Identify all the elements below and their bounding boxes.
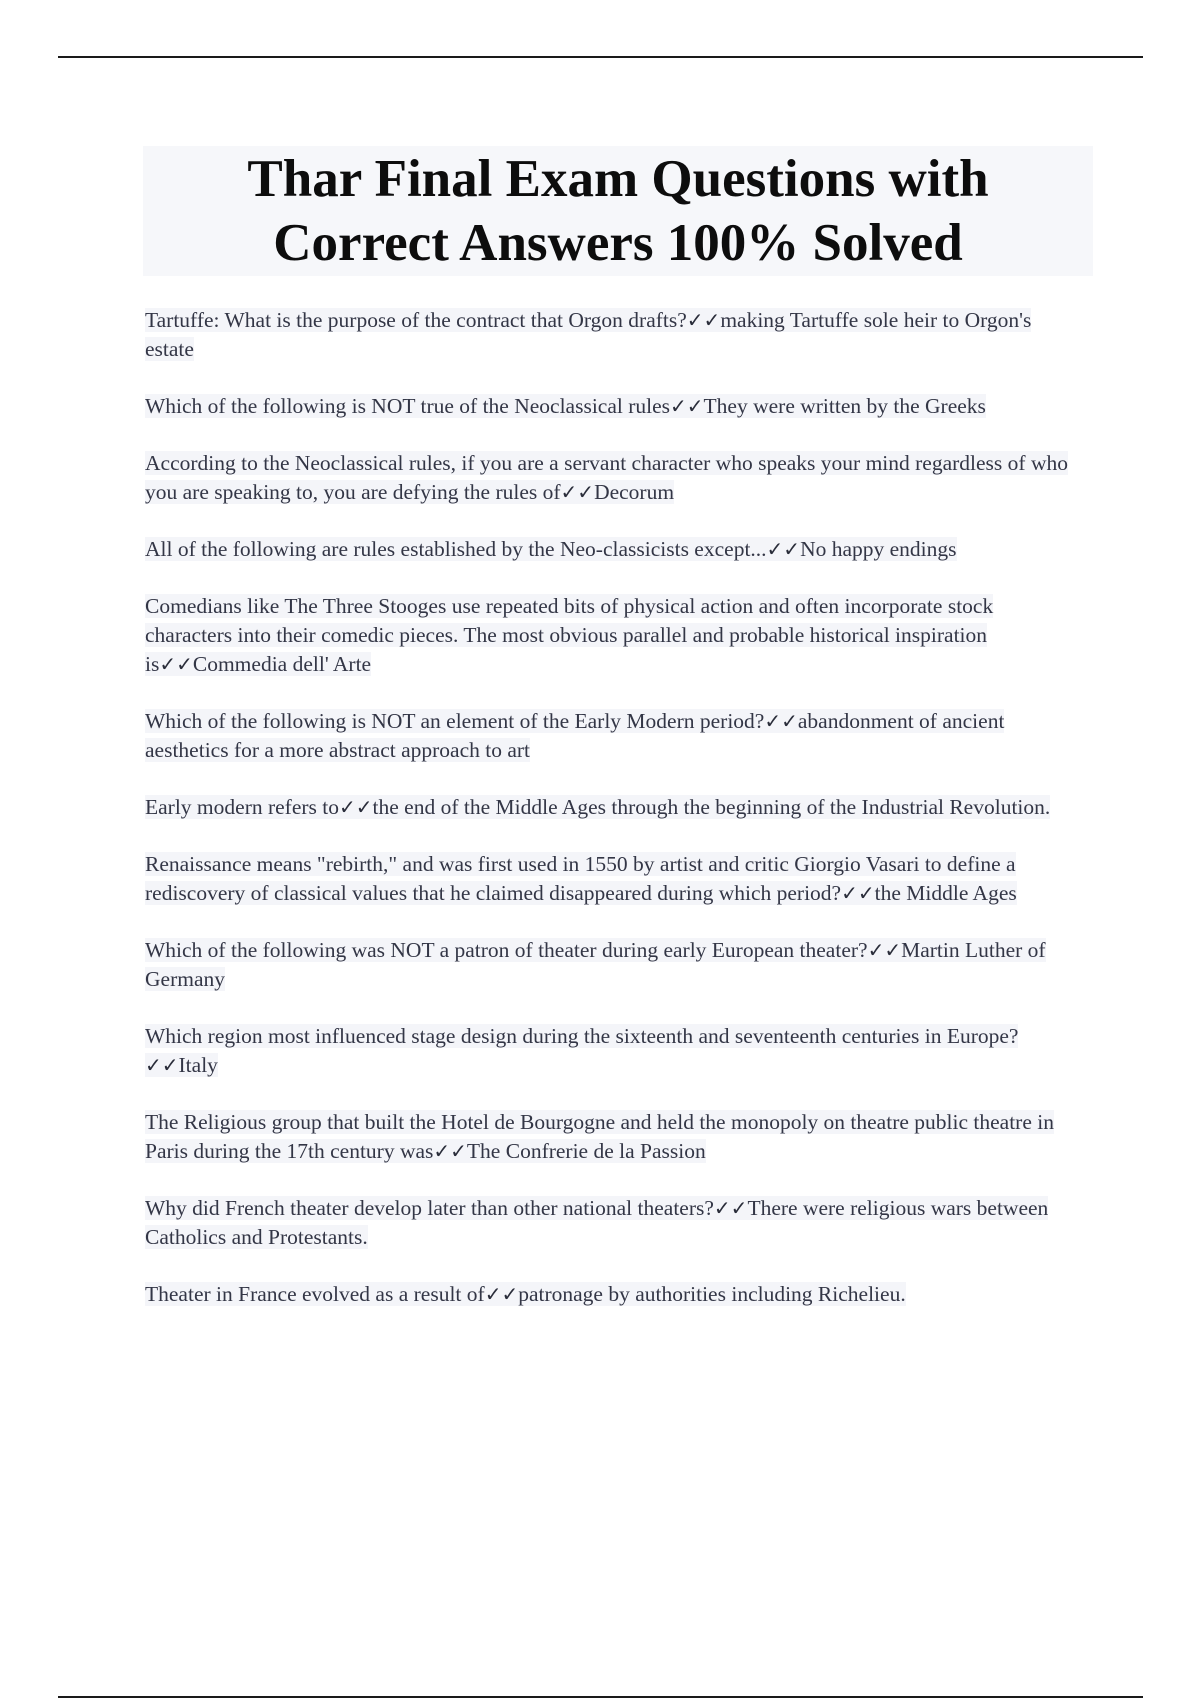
check-icon: ✓✓	[867, 938, 902, 962]
answer-text: patronage by authorities including Richelieu.	[518, 1282, 906, 1306]
qa-item	[145, 306, 1085, 364]
answer-text: The Confrerie de la Passion	[466, 1139, 706, 1163]
check-icon: ✓✓	[159, 652, 193, 676]
answer-text: No happy endings	[800, 537, 957, 561]
qa-list	[145, 306, 1085, 1337]
answer-text: There were religious wars between Catholics and Protestants.	[145, 1196, 1049, 1249]
check-icon: ✓✓	[560, 480, 595, 504]
title-banner	[143, 146, 1093, 276]
check-icon: ✓✓	[145, 1053, 179, 1077]
question-text: Which of the following is NOT true of the Neoclassical rules	[145, 394, 671, 418]
question-text: Which of the following is NOT an element of the Early Modern period?	[145, 709, 765, 733]
qa-item	[145, 1108, 1085, 1166]
qa-item	[145, 793, 1085, 822]
qa-item	[145, 449, 1085, 507]
question-text: According to the Neoclassical rules, if you are a servant character who speaks your mind regardless of who you are speaking to, you are defying the rules of	[145, 451, 1068, 504]
question-text: Which region most influenced stage design during the sixteenth and seventeenth centuries in Europe?	[145, 1024, 1019, 1048]
qa-item	[145, 392, 1085, 421]
check-icon: ✓✓	[713, 1196, 748, 1220]
qa-item	[145, 850, 1085, 908]
question-text: Which of the following was NOT a patron of theater during early European theater?	[145, 938, 868, 962]
answer-text: They were written by the Greeks	[703, 394, 986, 418]
question-text: Comedians like The Three Stooges use repeated bits of physical action and often incorporate stock characters into their comedic pieces. The most obvious parallel and probable historical inspiration is	[145, 594, 994, 676]
answer-text: making Tartuffe sole heir to Orgon's estate	[145, 308, 1032, 361]
qa-item	[145, 592, 1085, 679]
check-icon: ✓✓	[339, 795, 373, 819]
check-icon: ✓✓	[670, 394, 704, 418]
answer-text: Commedia dell' Arte	[192, 652, 372, 676]
answer-text: Italy	[178, 1053, 218, 1077]
check-icon: ✓✓	[841, 881, 875, 905]
question-text: Theater in France evolved as a result of	[145, 1282, 485, 1306]
answer-text: Decorum	[594, 480, 675, 504]
check-icon: ✓✓	[484, 1282, 519, 1306]
answer-text: Martin Luther of Germany	[145, 938, 1046, 991]
qa-item	[145, 535, 1085, 564]
top-rule	[58, 56, 1143, 58]
qa-item	[145, 707, 1085, 765]
document-title: Thar Final Exam Questions with Correct Answers 100% Solved	[247, 150, 989, 272]
answer-text: the Middle Ages	[874, 881, 1017, 905]
question-text: All of the following are rules established by the Neo-classicists except...	[145, 537, 767, 561]
question-text: Why did French theater develop later than other national theaters?	[145, 1196, 714, 1220]
answer-text: abandonment of ancient aesthetics for a more abstract approach to art	[145, 709, 1005, 762]
question-text: The Religious group that built the Hotel de Bourgogne and held the monopoly on theatre public theatre in Paris during the 17th century was	[145, 1110, 1054, 1163]
bottom-rule	[58, 1696, 1143, 1698]
check-icon: ✓✓	[766, 537, 801, 561]
answer-text: the end of the Middle Ages through the beginning of the Industrial Revolution.	[372, 795, 1051, 819]
question-text: Tartuffe: What is the purpose of the contract that Orgon drafts?	[145, 308, 687, 332]
check-icon: ✓✓	[764, 709, 798, 733]
qa-item	[145, 936, 1085, 994]
check-icon: ✓✓	[686, 308, 721, 332]
qa-item	[145, 1194, 1085, 1252]
check-icon: ✓✓	[433, 1139, 467, 1163]
question-text: Early modern refers to	[145, 795, 340, 819]
qa-item	[145, 1280, 1085, 1309]
qa-item	[145, 1022, 1085, 1080]
question-text: Renaissance means "rebirth," and was first used in 1550 by artist and critic Giorgio Vasari to define a rediscovery of classical values that he claimed disappeared during which period?	[145, 852, 1016, 905]
